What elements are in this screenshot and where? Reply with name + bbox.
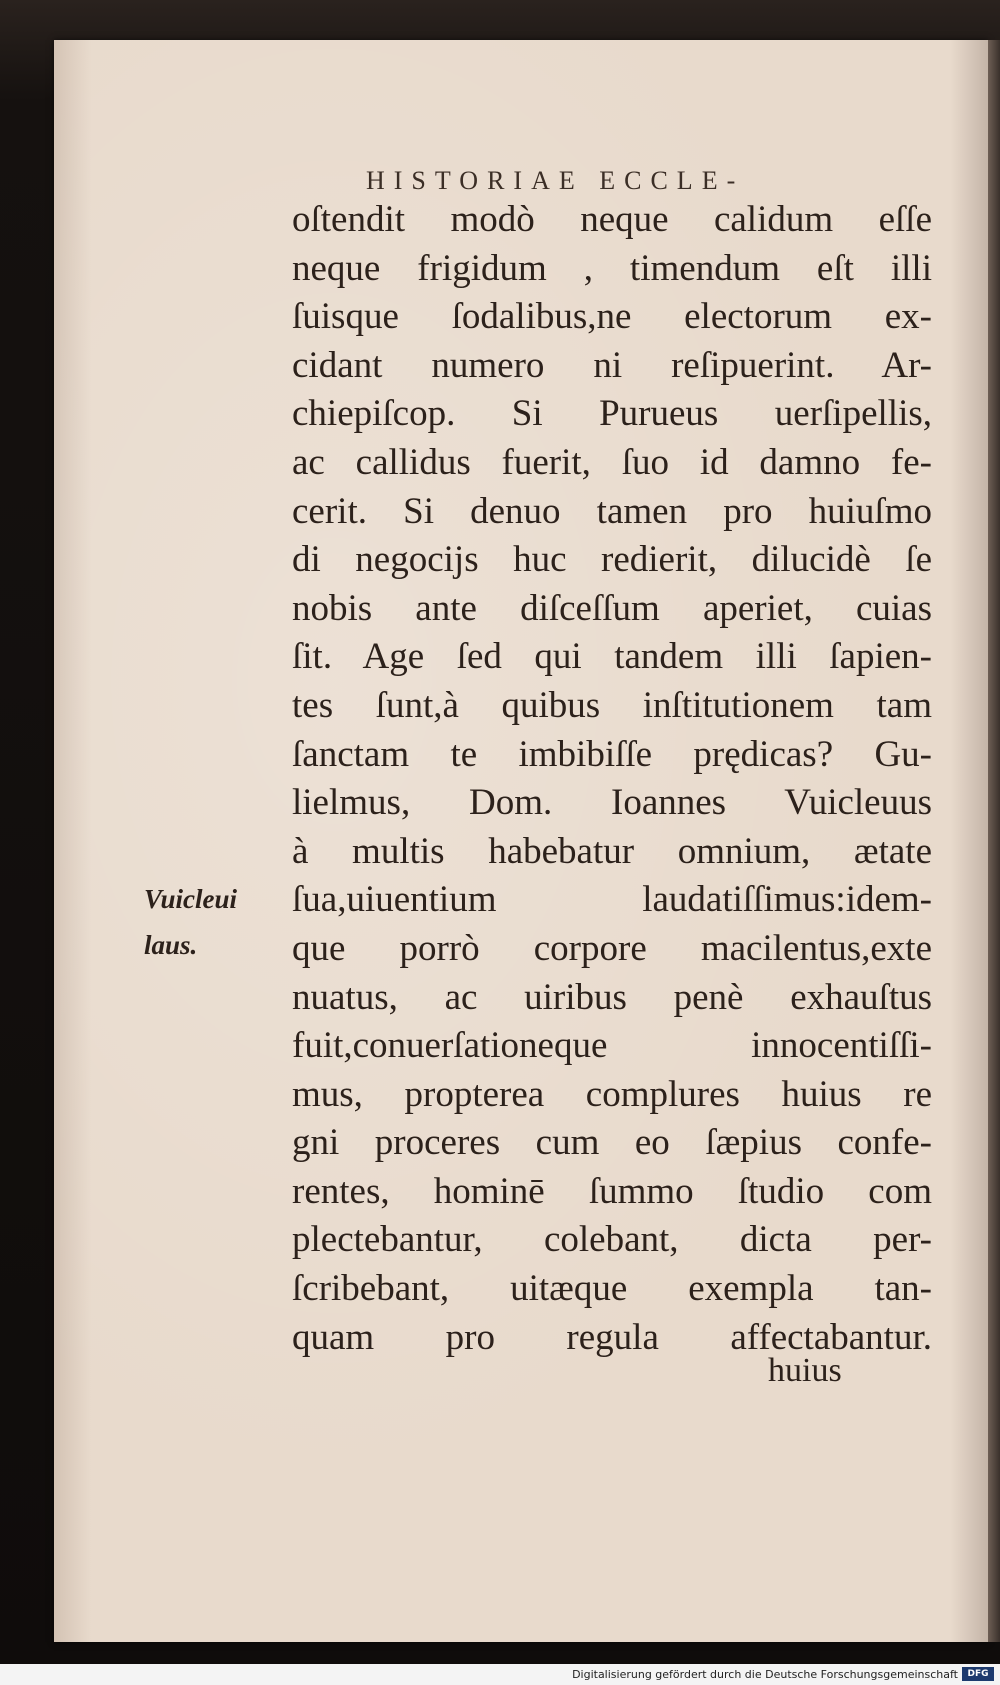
marginal-note (144, 876, 274, 968)
text-line: cidant numero ni reſipuerint. Ar- (292, 344, 932, 386)
text-line: à multis habebatur omnium, ætate (292, 830, 932, 872)
body-text (292, 196, 932, 1362)
text-line: plectebantur, colebant, dicta per- (292, 1219, 932, 1261)
text-line: nuatus, ac uiribus penè exhauſtus (292, 976, 932, 1018)
text-line: gni proceres cum eo ſæpius confe- (292, 1122, 932, 1164)
text-line: fuit,conuerſationeque innocentiſſi- (292, 1025, 932, 1067)
marginal-note-line: Vuicleui (144, 884, 238, 914)
text-line: ſuisque ſodalibus,ne electorum ex- (292, 296, 932, 338)
page-edge (988, 40, 1000, 1642)
text-line: chiepiſcop. Si Purueus uerſipellis, (292, 393, 932, 435)
text-line: oſtendit modò neque calidum eſſe (292, 199, 932, 240)
text-line: ſit. Age ſed qui tandem illi ſapien- (292, 636, 932, 678)
text-line: ac callidus fuerit, ſuo id damno fe- (292, 441, 932, 483)
text-line: mus, propterea complures huius re (292, 1073, 932, 1115)
text-line: quam pro regula affectabantur. (292, 1316, 932, 1358)
text-line: neque frigidum , timendum eſt illi (292, 247, 932, 289)
running-head: HISTORIAE ECCLE- (366, 166, 745, 195)
text-line: que porrò corpore macilentus,exte (292, 927, 932, 969)
dfg-logo: DFG (962, 1667, 994, 1681)
text-line: tes ſunt,à quibus inſtitutionem tam (292, 684, 932, 726)
text-line: ſcribebant, uitæque exempla tan- (292, 1268, 932, 1310)
text-line: lielmus, Dom. Ioannes Vuicleuus (292, 782, 932, 824)
footer-credit: Digitalisierung gefördert durch die Deutsche Forschungsgemeinschaft (572, 1668, 958, 1681)
text-line: cerit. Si denuo tamen pro huiuſmo (292, 490, 932, 532)
catchword: huius (768, 1352, 842, 1389)
text-line: rentes, hominē ſummo ſtudio com (292, 1170, 932, 1212)
text-line: ſanctam te imbibiſſe prędicas? Gu- (292, 733, 932, 775)
text-line: di negocijs huc redierit, dilucidè ſe (292, 539, 932, 581)
text-line: ſua,uiuentium laudatiſſimus:idem- (292, 879, 932, 921)
marginal-note-line: laus. (144, 930, 198, 960)
text-line: nobis ante diſceſſum aperiet, cuias (292, 587, 932, 629)
